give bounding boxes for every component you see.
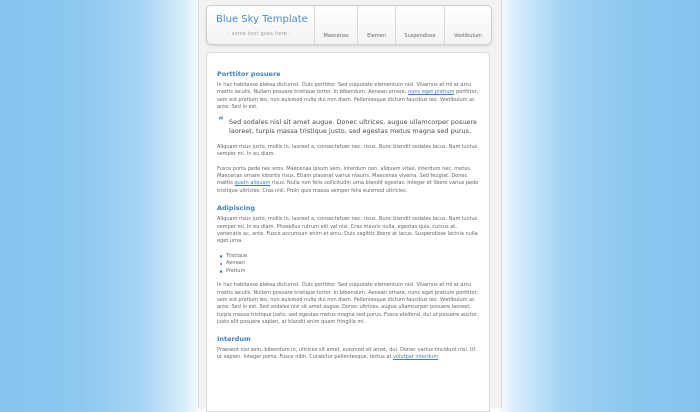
header <box>206 5 492 45</box>
paragraph: In hac habitasse platea dictumst. Duis porttitor. Sed vulputate elementum nisl. Vivamus et mi at arcu mattis iaculis. Nullam posuere tristique tortor. In bibendum. Aenean ornare, nunc eget pretium porttitor, sem est pretium leo, non euismod nulla dui non diam. Pellentesque dictum faucibus leo. Vestibulum ac ante. Sed in est. <box>217 82 479 111</box>
list-item: Aenean <box>219 260 480 267</box>
main-content <box>206 52 490 412</box>
main-nav <box>314 6 491 44</box>
section-title-interdum: Interdum <box>217 334 251 343</box>
quote-icon: “ <box>218 115 224 126</box>
nav-item-elemen[interactable]: Elemen <box>357 6 395 44</box>
paragraph: Aliquam risus justo, mollis in, laoreet a, consectetuer nec, risus. Nunc blandit sodales lacus. Nam luctus semper mi. In eu diam. <box>217 143 478 158</box>
paragraph: Praesent nisi sem, bibendum in, ultrices sit amet, euismod sit amet, dui. Donec varius tincidunt nisi. Ut ut sapien. Integer porta. Fusce nibh. Curabitur pellentesque, lectus at volutpat interdum <box>217 346 476 360</box>
inline-link[interactable]: volutpat interdum <box>393 353 439 360</box>
logo[interactable] <box>207 6 314 44</box>
section-title-porttitor: Porttitor posuere <box>217 70 281 78</box>
list-item: Tristique <box>219 253 480 260</box>
nav-item-vestibulum[interactable]: Vestibulum <box>444 6 491 44</box>
inline-link[interactable]: nunc eget pretium <box>408 89 455 96</box>
section-title-adipiscing: Adipiscing <box>217 204 256 213</box>
site-subtitle: - some text goes here - <box>228 31 291 37</box>
paragraph: Aliquam risus justo, mollis in, laoreet a, consectetuer nec, risus. Nunc blandit sodales lacus. Nam luctus semper mi. In eu diam. Phasellus rutrum elit vel nisi. Cras mauris nulla, egestas quis, cursus at, venenatis ac, ante. Fusce accumsan enim et arcu. Duis sagittis libero at lacus. Suspendisse lacinia nulla eget urna. <box>217 216 478 245</box>
page-wrapper <box>198 0 502 408</box>
quote-text: Sed sodales nisl sit amet augue. Donec ultrices, augue ullamcorper posuere laoreet, turpis massa tristique justo, sed egestas metus magna sed purus. <box>229 117 477 136</box>
inline-link[interactable]: quam aliquam <box>234 180 271 187</box>
bullet-list <box>217 253 480 275</box>
site-title[interactable]: Blue Sky Template <box>216 14 308 25</box>
nav-item-suspendisse[interactable]: Suspendisse <box>395 6 444 44</box>
paragraph: In hac habitasse platea dictumst. Duis porttitor. Sed vulputate elementum nisl. Vivamus et mi at arcu mattis iaculis. Nullam posuere tristique tortor. In bibendum. Aenean ornare, nunc eget pretium porttitor, sem est pretium leo, non euismod nulla dui non diam. Pellentesque dictum faucibus leo. Vestibulum ac ante. Sed in est. Sed sodales nisl sit amet augue. Donec ultrices, augue ullamcorper posuere laoreet, turpis massa tristique justo, sed egestas metus magna sed purus. Fusce eleifend, dui ut posuere auctor, justo elit posuere sapien, at blandit enim quam fringilla mi. <box>217 282 479 326</box>
nav-item-maecenas[interactable]: Maecenas <box>314 6 357 44</box>
paragraph: Fusce porta pede nec eros. Maecenas ipsum sem, interdum non, aliquam vitae, interdum nec, metus. Maecenas ornare lobortis risus. Etiam placerat varius mauris. Maecenas viverra. Sed feugiat. Donec mattis quam aliquam risus. Nulla non felis sollicitudin urna blandit egestas. Integer et libero varius pede tristique ultricies. Cras nisl. Proin quis massa semper felis euismod ultricies. <box>217 165 479 194</box>
list-item: Pretium <box>219 268 480 275</box>
blockquote <box>217 115 480 137</box>
